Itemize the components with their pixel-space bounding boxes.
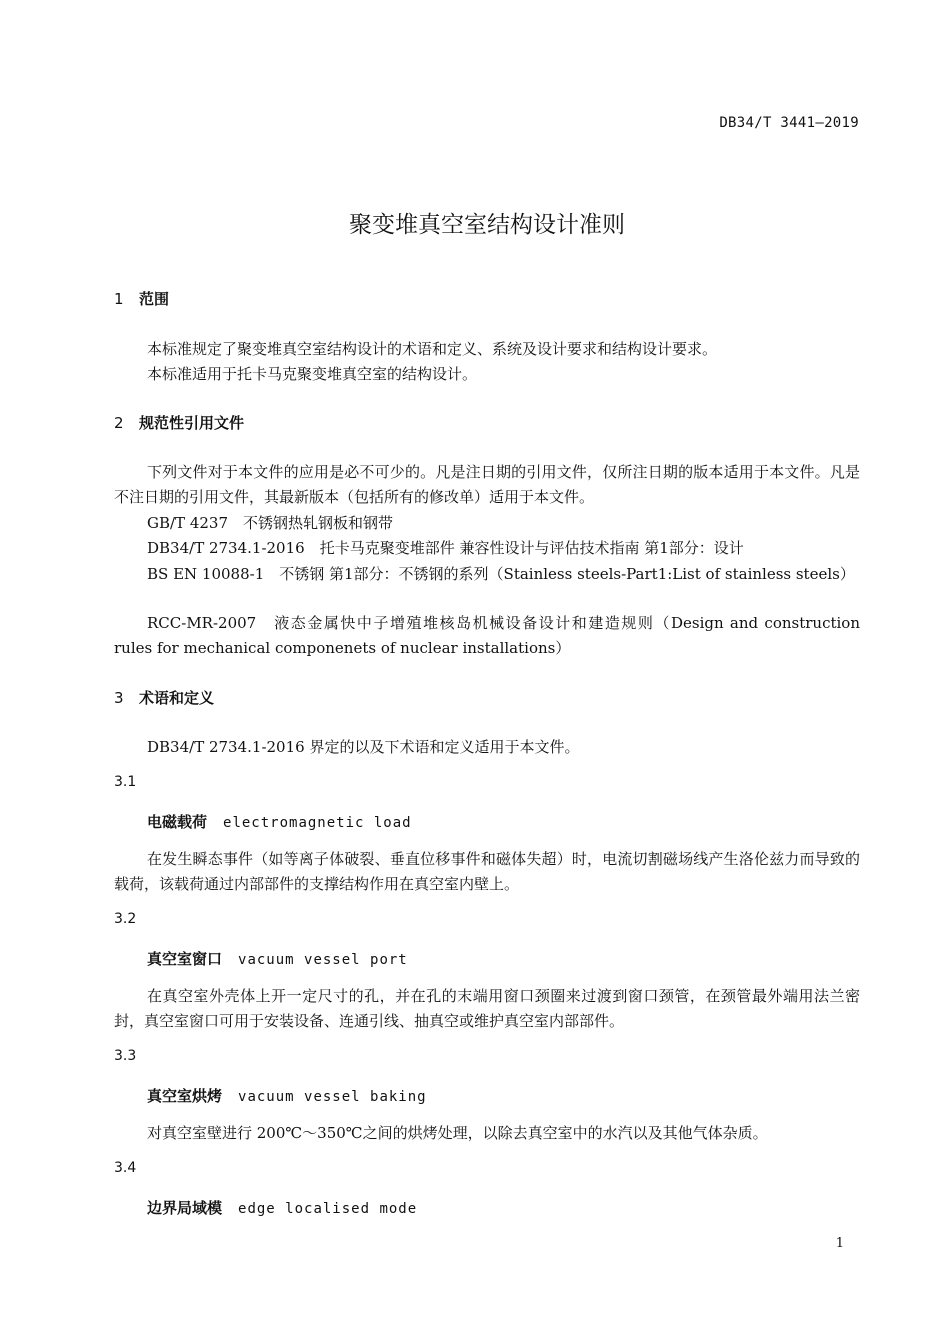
term-entry [147, 1197, 417, 1218]
term-english: edge localised mode [238, 1201, 418, 1217]
term-english: vacuum vessel baking [238, 1089, 427, 1105]
term-chinese: 真空室烘烤 [147, 1087, 223, 1105]
section-heading-scope [114, 288, 169, 309]
term-definition: 在发生瞬态事件（如等离子体破裂、垂直位移事件和磁体失超）时，电流切割磁场线产生洛伦兹力而导致的载荷，该载荷通过内部部件的支撑结构作用在真空室内壁上。 [114, 850, 860, 893]
term-entry [147, 948, 408, 969]
term-number: 3.1 [114, 774, 137, 790]
section-title: 术语和定义 [139, 689, 215, 707]
term-number: 3.3 [114, 1048, 137, 1064]
paragraph: 本标准适用于托卡马克聚变堆真空室的结构设计。 [147, 365, 478, 383]
page-title: 聚变堆真空室结构设计准则 [349, 212, 625, 238]
term-chinese: 电磁载荷 [147, 813, 208, 831]
reference-item: GB/T 4237 不锈钢热轧钢板和钢带 [147, 514, 394, 532]
term-chinese: 边界局域模 [147, 1199, 223, 1217]
section-heading-terms-and-definitions [114, 687, 214, 708]
reference-item: BS EN 10088-1 不锈钢 第1部分：不锈钢的系列（Stainless steels-Part1:List of stainless steels） [147, 565, 855, 583]
term-number: 3.2 [114, 911, 137, 927]
paragraph: 下列文件对于本文件的应用是必不可少的。凡是注日期的引用文件，仅所注日期的版本适用于本文件。凡是不注日期的引用文件，其最新版本（包括所有的修改单）适用于本文件。 [114, 463, 860, 506]
term-definition: 在真空室外壳体上开一定尺寸的孔，并在孔的末端用窗口颈圈来过渡到窗口颈管，在颈管最外端用法兰密封，真空室窗口可用于安装设备、连通引线、抽真空或维护真空室内部部件。 [114, 987, 860, 1030]
term-chinese: 真空室窗口 [147, 950, 223, 968]
section-number: 2 [114, 414, 124, 432]
paragraph: 本标准规定了聚变堆真空室结构设计的术语和定义、系统及设计要求和结构设计要求。 [147, 340, 718, 358]
term-english: vacuum vessel port [238, 952, 408, 968]
paragraph: DB34/T 2734.1-2016 界定的以及下术语和定义适用于本文件。 [147, 738, 580, 756]
reference-item: RCC-MR-2007 液态金属快中子增殖堆核岛机械设备设计和建造规则（Design and construction rules for mechanical componenets of nuclear installations） [114, 614, 860, 657]
term-english: electromagnetic load [223, 815, 412, 831]
section-title: 范围 [139, 290, 170, 308]
section-number: 3 [114, 689, 124, 707]
reference-item: DB34/T 2734.1-2016 托卡马克聚变堆部件 兼容性设计与评估技术指南 第1部分：设计 [147, 539, 744, 557]
term-number: 3.4 [114, 1160, 137, 1176]
term-definition: 对真空室壁进行 200℃～350℃之间的烘烤处理，以除去真空室中的水汽以及其他气体杂质。 [147, 1124, 768, 1142]
term-entry [147, 1085, 427, 1106]
section-title: 规范性引用文件 [139, 414, 245, 432]
term-entry [147, 811, 412, 832]
section-heading-normative-references [114, 412, 244, 433]
section-number: 1 [114, 290, 124, 308]
document-code: DB34/T 3441—2019 [719, 115, 859, 131]
page-number: 1 [835, 1236, 844, 1251]
